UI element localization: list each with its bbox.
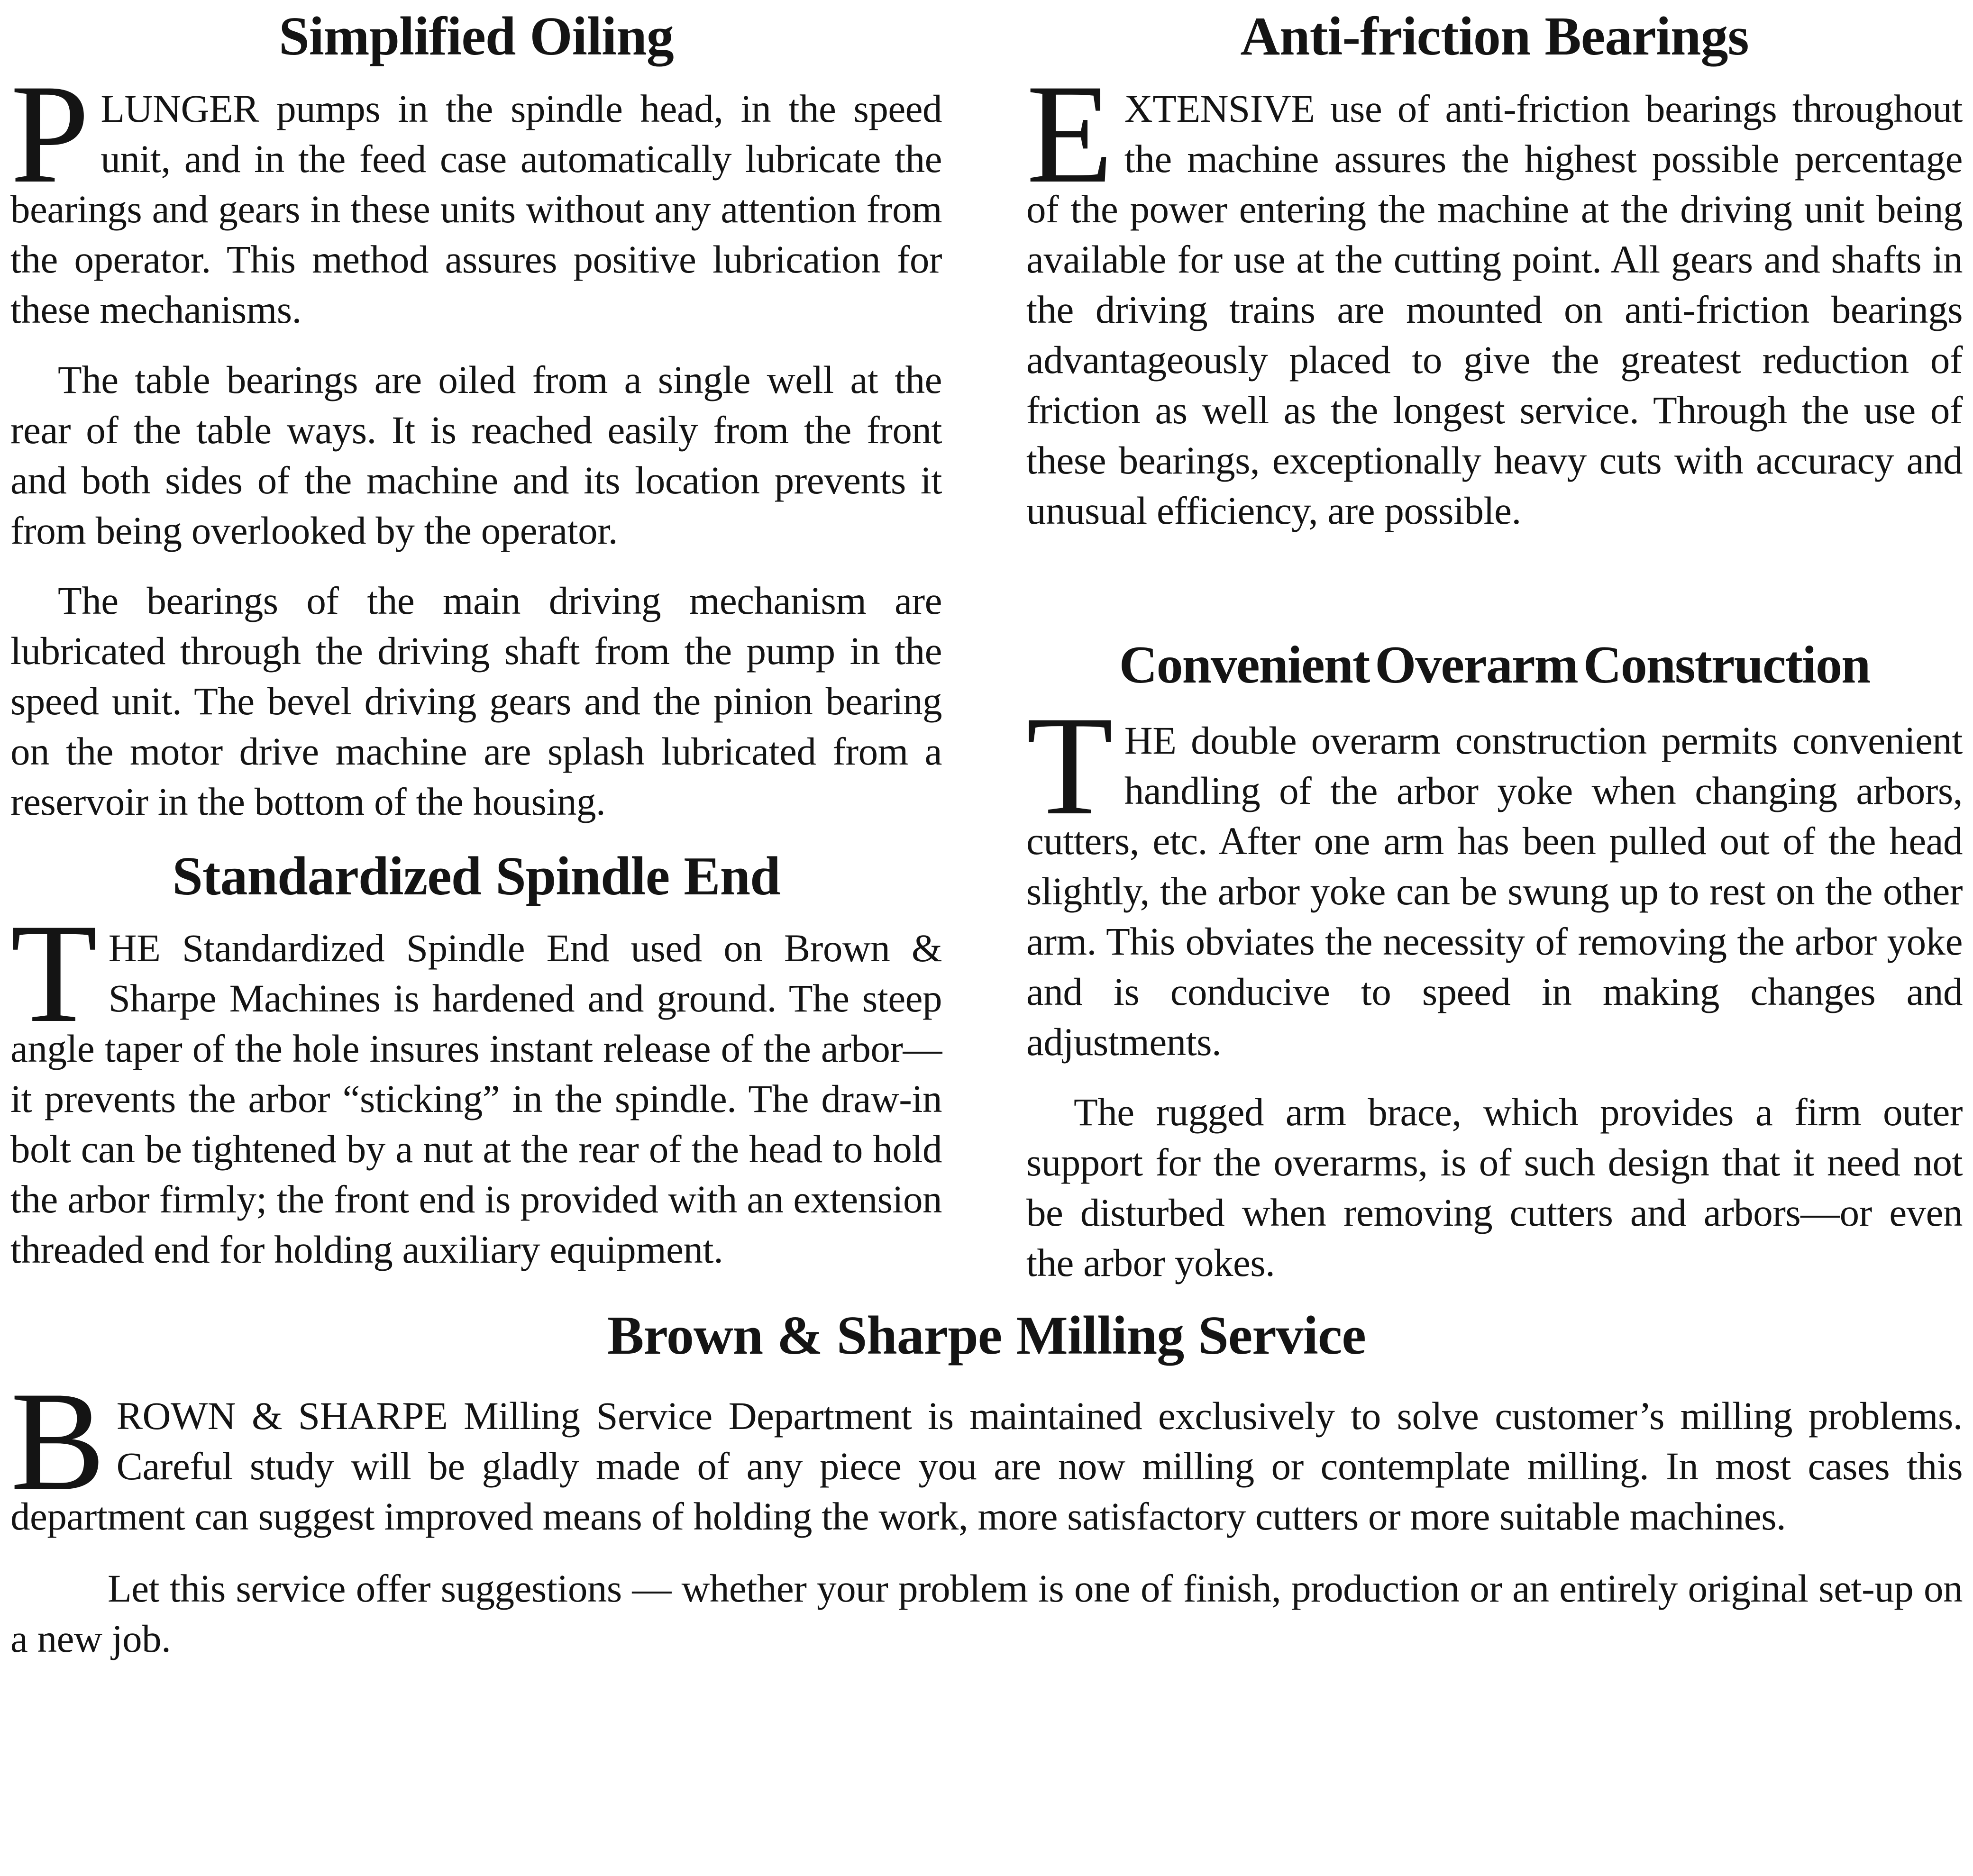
paragraph-text: ROWN & SHARPE Milling Service Department is maintained exclusively to solve customer’s milling problems. Careful study will be gladly made of any piece you are now milling or contemplate milling. In most cases this department can suggest improved means of holding the work, more satisfactory cutters or more suitable machines. (10, 1394, 1963, 1539)
left-column (10, 7, 942, 1275)
heading-brown-sharpe-milling-service: Brown & Sharpe Milling Service (607, 1305, 1366, 1366)
paragraph-spindle-end (10, 894, 942, 1275)
dropcap-t2: T (1026, 686, 1113, 844)
milling-service-section (10, 1306, 1963, 1664)
dropcap-t: T (10, 894, 97, 1052)
paragraph-table-bearings: The table bearings are oiled from a single well at the rear of the table ways. It is reached easily from the front and both sides of the machine and its location prevents it from being overlooked by the operator. (10, 357, 942, 552)
right-column (1026, 7, 1963, 1288)
dropcap-p: P (10, 55, 90, 212)
paragraph-milling-service-department (10, 1362, 1963, 1541)
paragraph-plunger-pumps (10, 55, 942, 335)
heading-simplified-oiling: Simplified Oiling (279, 6, 674, 67)
heading-convenient-overarm-construction: Convenient Overarm Construction (1119, 635, 1870, 694)
dropcap-b: B (10, 1362, 105, 1520)
heading-standardized-spindle-end: Standardized Spindle End (172, 846, 780, 907)
heading-anti-friction-bearings: Anti-friction Bearings (1240, 6, 1749, 67)
paragraph-text: HE Standardized Spindle End used on Brown & Sharpe Machines is hardened and ground. The steep angle taper of the hole insures instant release of the arbor—it prevents the arbor “sticking” in the spindle. The draw-in bolt can be tightened by a nut at the rear of the head to hold the arbor firmly; the front end is provided with an extension threaded end for holding auxiliary equipment. (10, 926, 942, 1272)
paragraph-text: HE double overarm construction permits convenient handling of the arbor yoke when changing arbors, cutters, etc. After one arm has been pulled out of the head slightly, the arbor yoke can be swung up to rest on the other arm. This obviates the necessity of removing the arbor yoke and is conducive to speed in making changes and adjustments. (1026, 718, 1963, 1064)
paragraph-text: LUNGER pumps in the spindle head, in the speed unit, and in the feed case automatically lubricate the bearings and gears in these units without any attention from the operator. This method assures positive lubrication for these mechanisms. (10, 86, 942, 331)
dropcap-e: E (1026, 55, 1113, 212)
paragraph-rugged-arm-brace: The rugged arm brace, which provides a firm outer support for the overarms, is of such design that it need not be disturbed when removing cutters and arbors—or even the arbor yokes. (1026, 1090, 1963, 1284)
paragraph-main-driving-mechanism: The bearings of the main driving mechanism are lubricated through the driving shaft from the pump in the speed unit. The bevel driving gears and the pinion bearing on the motor drive machine are splash lubricated from a reservoir in the bottom of the housing. (10, 578, 942, 823)
paragraph-text: XTENSIVE use of anti-friction bearings throughout the machine assures the highest possible percentage of the power entering the machine at the driving unit being available for use at the cutting point. All gears and shafts in the driving trains are mounted on anti-friction bearings advantageously placed to give the greatest reduction of friction as well as the longest service. Through the use of these bearings, exceptionally heavy cuts with accuracy and unusual efficiency, are possible. (1026, 86, 1963, 532)
paragraph-let-this-service: Let this service offer suggestions — whether your problem is one of finish, production or an entirely original set-up on a new job. (10, 1566, 1963, 1661)
paragraph-extensive-use (1026, 55, 1963, 536)
paragraph-double-overarm (1026, 686, 1963, 1067)
two-column-layout (10, 7, 1963, 1288)
